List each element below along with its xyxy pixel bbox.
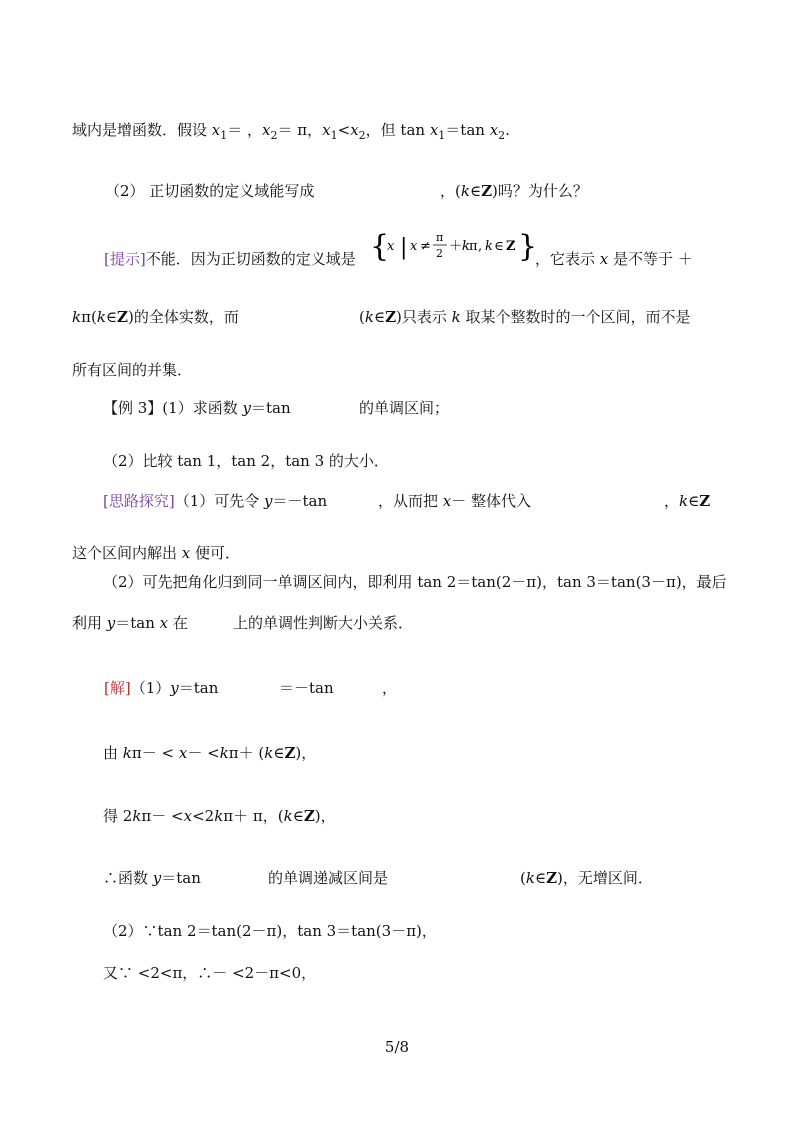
line-2-condition: ，(k∈Z)吗？为什么？ [440, 182, 588, 200]
set-Z: Z [506, 239, 516, 254]
line-16-text: （2）∵tan 2＝tan(2－π)，tan 3＝tan(3－π)， [103, 922, 437, 940]
solution-label: [解]（1）y＝tan [104, 679, 219, 697]
line-15-tail: (k∈Z)，无增区间． [520, 869, 653, 887]
line-17-text: 又∵ <2<π，∴－ <2－π<0， [103, 964, 317, 982]
idea-label: [思路探究]（1）可先令 y＝－tan [103, 492, 328, 510]
set-comma: , [478, 239, 483, 254]
line-11-left: 利用 y＝tan x 在 [72, 614, 188, 632]
line-14-text: 得 2kπ－ <x<2kπ＋ π，(k∈Z)， [103, 807, 336, 825]
line-7-text: （2）比较 tan 1，tan 2，tan 3 的大小． [103, 452, 389, 470]
set-frac-den: 2 [436, 247, 443, 260]
set-var-x2: x [410, 239, 418, 254]
line-13-text: 由 kπ－ < x－ <kπ＋ (k∈Z)， [103, 744, 317, 762]
set-bar: | [400, 235, 408, 260]
line-5-text: 所有区间的并集． [72, 361, 193, 379]
set-var-x: x [387, 239, 395, 254]
line-10-text: （2）可先把角化归到同一单调区间内，即利用 tan 2＝tan(2－π)，tan 3＝tan(3－π)，最后 [103, 573, 727, 591]
line-12-middle: ＝－tan [279, 679, 334, 697]
domain-set-formula [370, 226, 538, 268]
set-frac-num: π [436, 231, 444, 244]
line-4-left: kπ(k∈Z)的全体实数，而 [72, 308, 239, 326]
set-right-brace: } [518, 229, 538, 264]
line-6-tail: 的单调区间； [359, 399, 450, 417]
example-3-heading: 【例 3】(1）求函数 y＝tan [103, 399, 291, 417]
line-1-text: 域内是增函数．假设 $x_1=$ ，$x_2= \pi$，$x_1<x_2$，但 $\tan x_1=\tan$ $x_2$. [72, 121, 510, 142]
line-9-text: 这个区间内解出 x 便可． [72, 544, 241, 562]
line-4-right: (k∈Z)只表示 k 取某个整数时的一个区间，而不是 [359, 308, 691, 326]
line-12-tail: ， [382, 679, 398, 697]
line-8-tail: ，k∈Z [664, 492, 711, 510]
line-2-question: （2） 正切函数的定义域能写成 [105, 182, 315, 200]
hint-label: [提示]不能．因为正切函数的定义域是 [104, 250, 356, 268]
set-k: k [462, 239, 470, 254]
set-left-brace: { [370, 229, 390, 264]
line-15-left: ∴函数 y＝tan [103, 869, 201, 887]
set-in: ∈ [494, 239, 504, 254]
line-8-middle: ，从而把 x－ 整体代入 [378, 492, 532, 510]
line-11-right: 上的单调性判断大小关系． [233, 614, 414, 632]
set-plus: ＋ [449, 239, 463, 254]
set-neq: ≠ [420, 239, 431, 254]
line-3-tail: ，它表示 x 是不等于 ＋ [535, 250, 693, 268]
set-k2: k [485, 239, 493, 254]
page-number: 5/8 [384, 1038, 410, 1056]
set-pi: π [469, 239, 478, 254]
line-15-middle: 的单调递减区间是 [268, 869, 389, 887]
